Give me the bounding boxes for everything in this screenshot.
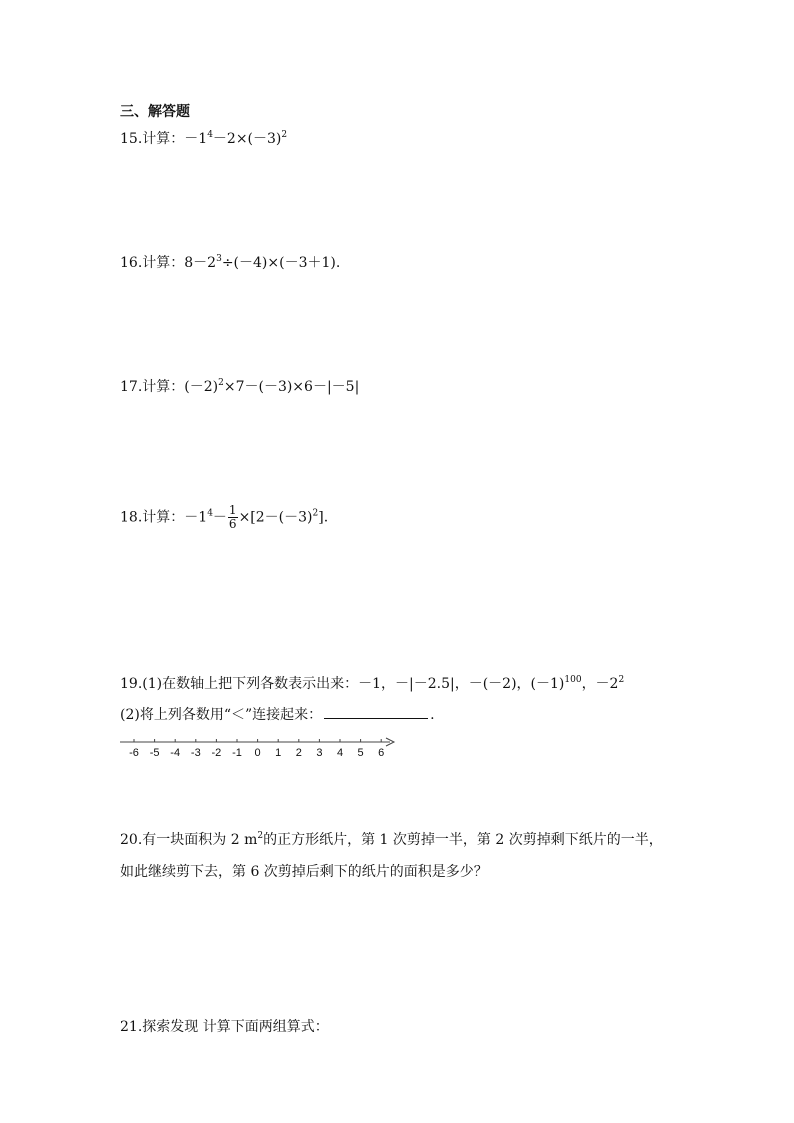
expression-part: ]. (318, 509, 329, 526)
answer-blank[interactable] (324, 706, 428, 719)
question-number: 15. (120, 131, 143, 147)
question-text: . (430, 707, 435, 723)
question-label: 计算： (142, 255, 185, 271)
expression-part: － (212, 509, 227, 526)
question-text: 20.有一块面积为 2 m (120, 832, 258, 848)
question-text: 如此继续剪下去，第 6 次剪掉后剩下的纸片的面积是多少？ (120, 864, 488, 880)
expression-part: 8－2 (184, 255, 217, 271)
question-label: 计算： (142, 509, 185, 526)
exponent: 2 (618, 675, 625, 685)
number-line-label: -4 (170, 747, 181, 759)
question-text: ，－2 (581, 676, 619, 692)
question-number: 16. (120, 255, 143, 271)
question-label: 计算： (142, 379, 185, 395)
number-line-label: -2 (211, 747, 222, 759)
number-line-label: 2 (295, 747, 302, 759)
question-18 (120, 504, 328, 531)
number-line-label: 4 (336, 747, 344, 759)
question-21 (120, 1016, 329, 1036)
question-17 (120, 376, 359, 396)
number-line-label: 1 (275, 747, 282, 759)
question-text: (1)在数轴上把下列各数表示出来：－1，－|－2.5|，－(－2)，(－1) (142, 676, 565, 692)
question-text: 21.探索发现 计算下面两组算式： (120, 1019, 329, 1035)
number-line (118, 734, 400, 764)
number-line-label: 3 (316, 747, 323, 759)
question-text: 的正方形纸片，第 1 次剪掉一半，第 2 次剪掉剩下纸片的一半， (263, 832, 663, 848)
number-line-label: -3 (190, 747, 201, 759)
number-line-label: 6 (378, 747, 385, 759)
number-line-label: -5 (149, 747, 160, 759)
fraction-numerator: 1 (228, 503, 237, 517)
expression-part: (－2) (184, 379, 219, 395)
question-text: (2)将上列各数用“＜”连接起来： (120, 707, 323, 723)
exponent: 4 (207, 130, 213, 140)
exponent: 3 (216, 254, 222, 264)
expression-part: ÷(－4)×(－3＋1). (221, 255, 341, 271)
question-number: 18. (120, 509, 143, 526)
exponent: 4 (207, 508, 213, 519)
fraction-denominator: 6 (228, 517, 237, 531)
expression-part: ×[2－(－3) (238, 509, 313, 526)
question-19-part-2 (120, 704, 435, 724)
question-label: 计算： (142, 131, 185, 147)
question-number: 19. (120, 676, 143, 692)
section-title: 三、解答题 (120, 104, 190, 120)
question-20-line-1 (120, 829, 663, 849)
number-line-label: 5 (357, 747, 364, 759)
question-19-part-1 (120, 673, 624, 693)
question-20-line-2 (120, 861, 488, 881)
number-line-label: -6 (129, 747, 139, 759)
number-line-label: 0 (254, 747, 261, 759)
question-16 (120, 252, 340, 272)
exponent: 2 (257, 831, 264, 841)
expression-part: ×7－(－3)×6－|－5| (223, 379, 360, 395)
expression-part: －2×(－3) (212, 131, 282, 147)
fraction (228, 504, 238, 531)
exponent: 2 (218, 378, 224, 388)
expression-part: －1 (184, 131, 208, 147)
exponent: 2 (281, 130, 288, 140)
exponent: 2 (312, 508, 319, 519)
exponent: 100 (564, 675, 582, 685)
question-number: 17. (120, 379, 143, 395)
expression-part: －1 (184, 509, 208, 526)
number-line-label: -1 (232, 747, 242, 759)
question-15 (120, 128, 287, 148)
